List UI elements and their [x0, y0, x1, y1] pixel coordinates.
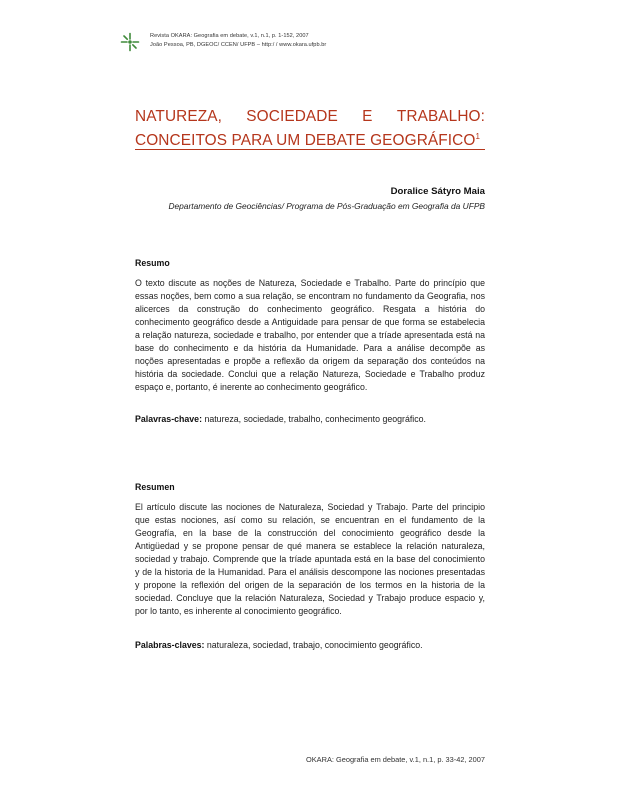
title-line-2 — [135, 127, 485, 151]
keywords-label: Palabras-claves: — [135, 640, 205, 650]
title-word: SOCIEDADE — [246, 108, 338, 125]
title-word: TRABALHO: — [396, 108, 485, 125]
title-divider — [135, 149, 485, 150]
title-word: NATUREZA, — [135, 108, 222, 125]
author-affiliation: Departamento de Geociências/ Programa de Pós-Graduação em Geografia da UFPB — [168, 201, 485, 211]
journal-header — [120, 30, 490, 54]
title-footnote-marker: 1 — [475, 132, 480, 141]
resumo-heading: Resumo — [135, 258, 170, 268]
journal-citation-line: Revista OKARA: Geografia em debate, v.1, n.1, p. 1-152, 2007 — [150, 33, 309, 39]
title-line-2-text: CONCEITOS PARA UM DEBATE GEOGRÁFICO — [135, 132, 476, 149]
journal-address-line: João Pessoa, PB, DGEOC/ CCEN/ UFPB – http:/ / www.okara.ufpb.br — [150, 42, 327, 48]
resumen-body: El artículo discute las nociones de Naturaleza, Sociedad y Trabajo. Parte del principio que estas nociones, así como su relación, se encuentran en el fundamento de la Geografía, en la base de la construcción del conocimiento geográfico desde la Antigüedad y se propone pensar de qué manera se establece la relación naturaleza, sociedad y trabajo. Comprende que la tríade apuntada está en la base del conocimiento y de la historia de la Humanidad. Para el análisis descompone las nociones presentadas y propone la reflexión del origen de la separación de los termos en la historia de la sociedad. Concluye que la relación Naturaleza, Sociedad y Trabajo produce espacio y, por lo tanto, es inherente al conocimiento geográfico. — [135, 502, 485, 616]
author-name: Doralice Sátyro Maia — [390, 186, 485, 197]
title-line-1 — [135, 107, 485, 127]
page-footer: OKARA: Geografia em debate, v.1, n.1, p. 33-42, 2007 — [306, 755, 485, 764]
keywords-text: naturaleza, sociedad, trabajo, conocimiento geográfico. — [204, 640, 423, 650]
resumen-keywords — [135, 639, 485, 652]
resumen-heading: Resumen — [135, 482, 175, 492]
keywords-text: natureza, sociedade, trabalho, conhecimento geográfico. — [202, 414, 426, 424]
keywords-label: Palavras-chave: — [135, 414, 202, 424]
article-title — [135, 107, 485, 151]
resumo-keywords — [135, 413, 485, 426]
journal-logo-icon — [120, 32, 140, 52]
resumo-body: O texto discute as noções de Natureza, Sociedade e Trabalho. Parte do princípio que essas noções, bem como a sua relação, se encontram no fundamento da Geografia, nos alicerces da construção do conhecimento geográfico. Resgata a história do conhecimento geográfico desde a Antiguidade para pensar de que forma se estabelecia a relação natureza, sociedade e trabalho, por entender que a tríade apresentada está na base do conhecimento e da história da Humanidade. Para a análise decompõe as noções apresentadas e propõe a reflexão da origem da separação dos conteúdos na história da sociedade. Conclui que a relação Natureza, Sociedade e Trabalho produz espaço e, portanto, é inerente ao conhecimento geográfico. — [135, 278, 485, 392]
title-word: E — [362, 108, 373, 125]
